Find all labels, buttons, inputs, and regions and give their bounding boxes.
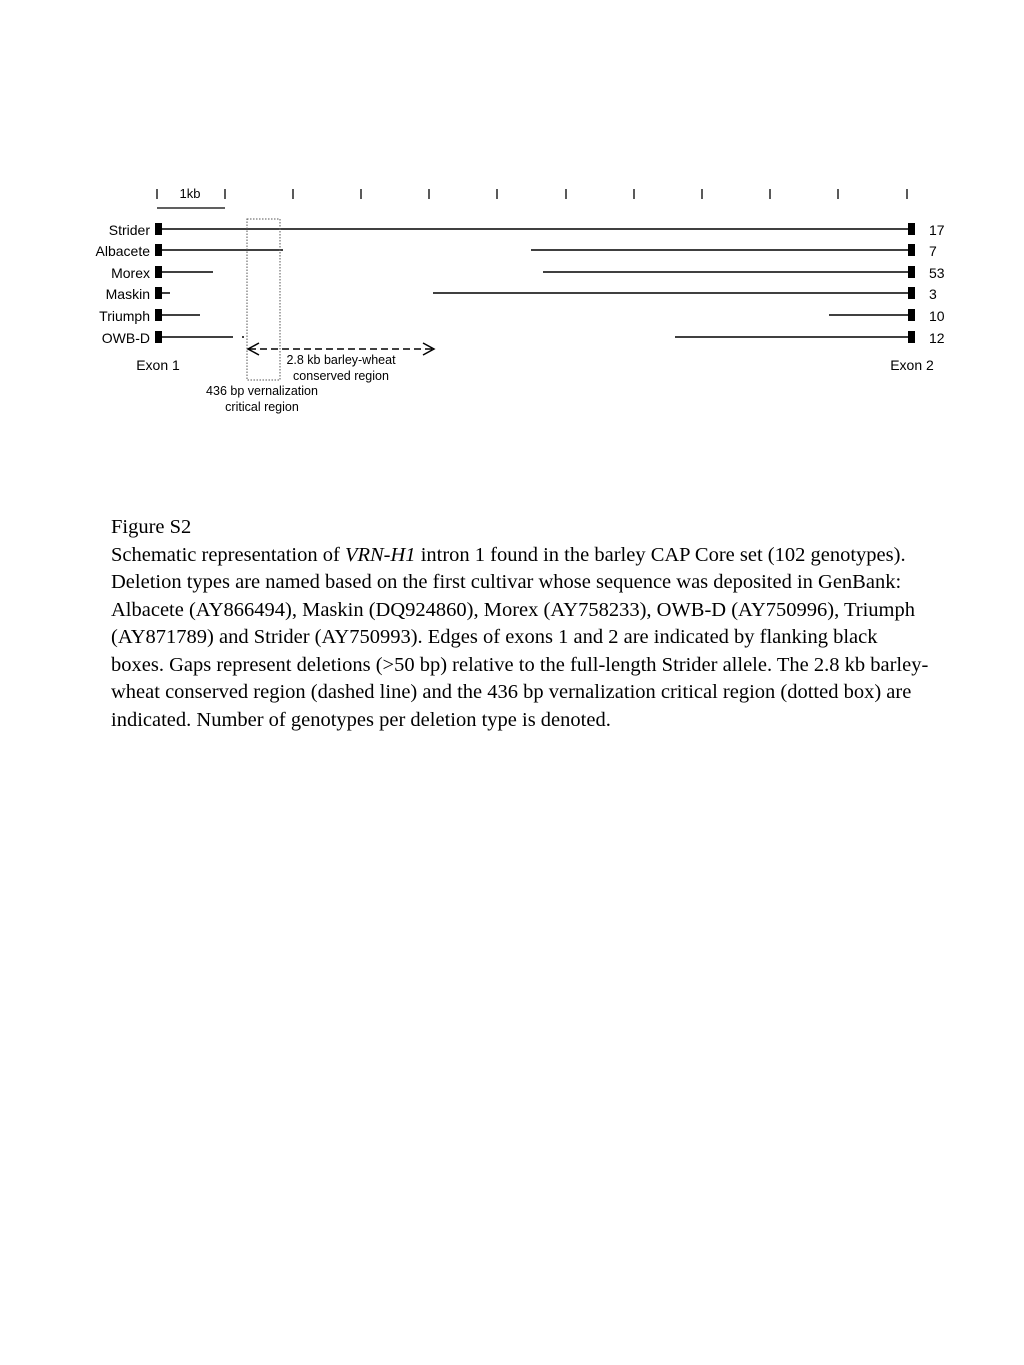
exon1-box	[155, 287, 162, 299]
count-maskin: 3	[929, 286, 937, 302]
exon2-box	[908, 266, 915, 278]
allele-name-triumph: Triumph	[99, 308, 150, 324]
critical-region-label-1: 436 bp vernalization	[206, 384, 318, 398]
exon2-box	[908, 244, 915, 256]
intron-segments	[162, 229, 908, 337]
allele-name-owb-d: OWB-D	[101, 330, 150, 346]
caption-text	[111, 542, 931, 735]
exon1-box	[155, 331, 162, 343]
conserved-region-label-1: 2.8 kb barley-wheat	[286, 353, 396, 367]
allele-name-morex: Morex	[111, 265, 150, 281]
critical-region-label-2: critical region	[225, 400, 299, 414]
exon1-box	[155, 309, 162, 321]
exon2-box	[908, 331, 915, 343]
figure-title: Figure S2	[111, 516, 192, 538]
scale-label: 1kb	[179, 186, 201, 201]
exon1-box	[155, 266, 162, 278]
caption-text-rest: intron 1 found in the barley CAP Core set (102 genotypes). Deletion types are named based on the first cultivar whose sequence was deposited in GenBank: Albacete (AY866494), Maskin (DQ924860), Morex (AY758233), OWB-D (AY750996), Triumph (AY871789) and Strider (AY750993). Edges of exons 1 and 2 are indicated by flanking black boxes. Gaps represent deletions (>50 bp) relative to the full-length Strider allele. The 2.8 kb barley-wheat conserved region (dashed line) and the 436 bp vernalization critical region (dotted box) are indicated. Number of genotypes per deletion type is denoted.	[111, 543, 929, 731]
exon2-box	[908, 287, 915, 299]
count-strider: 17	[929, 222, 945, 238]
caption-text-start: Schematic representation of	[111, 543, 345, 566]
count-morex: 53	[929, 265, 945, 281]
count-albacete: 7	[929, 243, 937, 259]
exon1-box	[155, 244, 162, 256]
allele-name-strider: Strider	[108, 222, 150, 238]
allele-name-maskin: Maskin	[105, 286, 150, 302]
count-triumph: 10	[929, 308, 945, 324]
figure-caption	[111, 514, 931, 734]
exon2-label: Exon 2	[890, 357, 934, 373]
gene-name: VRN-H1	[344, 543, 416, 566]
exon1-label: Exon 1	[136, 357, 180, 373]
allele-names	[96, 222, 151, 346]
exon1-box	[155, 223, 162, 235]
count-owb-d: 12	[929, 330, 945, 346]
conserved-region-label-2: conserved region	[293, 369, 389, 383]
exon2-box	[908, 223, 915, 235]
critical-region-box	[247, 219, 280, 380]
exon2-box	[908, 309, 915, 321]
exon-boxes	[155, 223, 915, 343]
vrn-h1-intron-diagram	[0, 0, 1024, 430]
genotype-counts	[929, 222, 945, 346]
kb-ruler	[157, 189, 907, 199]
allele-name-albacete: Albacete	[95, 243, 150, 259]
